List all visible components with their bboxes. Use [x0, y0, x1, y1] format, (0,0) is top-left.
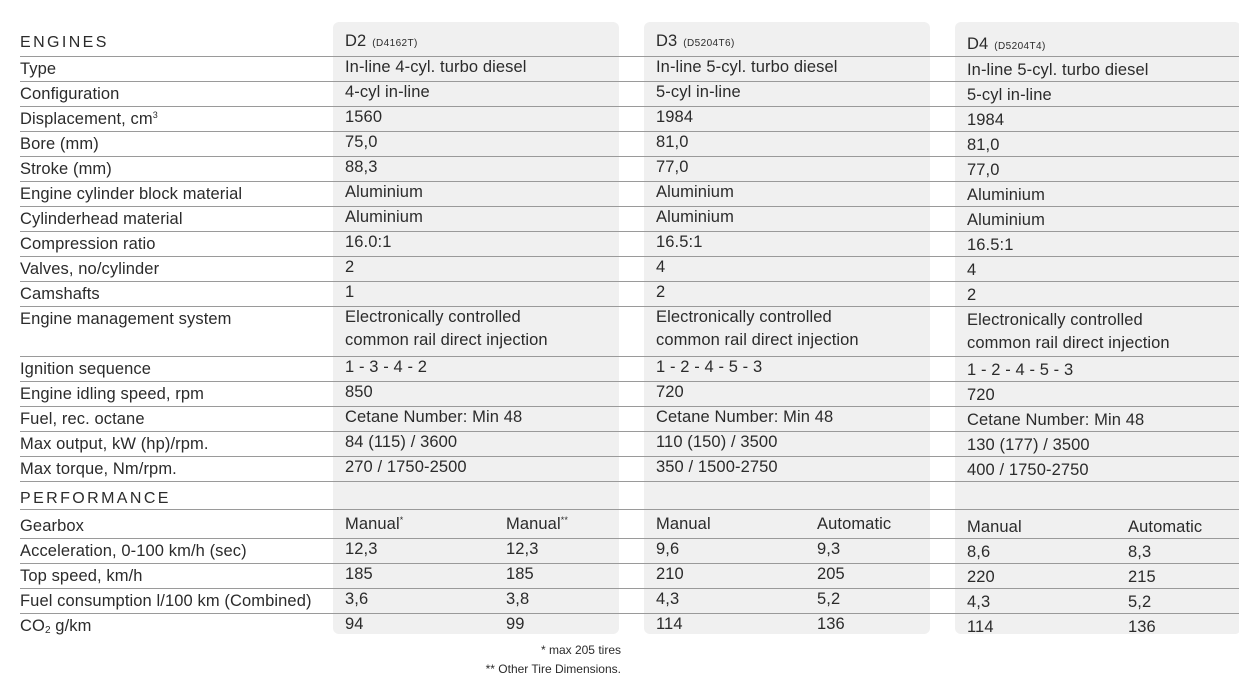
spec-value: 1 - 2 - 4 - 5 - 3	[656, 358, 763, 376]
spec-value: In-line 5-cyl. turbo diesel	[656, 58, 838, 76]
spec-value: 3,6	[345, 590, 369, 608]
row-divider	[20, 181, 1239, 182]
spec-value: 94	[345, 615, 364, 633]
spec-value: 8,6	[967, 543, 991, 561]
spec-value: 77,0	[967, 161, 1000, 179]
spec-value: Aluminium	[656, 183, 734, 201]
spec-value: 12,3	[345, 540, 378, 558]
spec-value: 5,2	[1128, 593, 1152, 611]
spec-value: 1560	[345, 108, 383, 126]
section-title-performance: PERFORMANCE	[20, 490, 171, 507]
spec-value: 16.5:1	[656, 233, 703, 251]
footnote: ** Other Tire Dimensions.	[485, 662, 621, 676]
spec-value: 81,0	[656, 133, 689, 151]
footnote: * max 205 tires	[540, 643, 621, 657]
engine-header-d2	[345, 31, 418, 54]
spec-value: Electronically controlled	[345, 308, 521, 326]
spec-label: Stroke (mm)	[20, 160, 112, 178]
spec-value: 4,3	[967, 593, 991, 611]
spec-label: Configuration	[20, 85, 120, 103]
engine-header-d3	[656, 31, 735, 54]
spec-value: 8,3	[1128, 543, 1152, 561]
spec-value: Aluminium	[967, 211, 1045, 229]
superscript: 3	[152, 110, 158, 120]
row-divider	[20, 509, 1239, 510]
spec-value: 4	[656, 258, 666, 276]
spec-label: Acceleration, 0-100 km/h (sec)	[20, 542, 247, 560]
spec-label: Cylinderhead material	[20, 210, 183, 228]
row-divider	[20, 306, 1239, 307]
row-divider	[20, 563, 1239, 564]
row-divider	[20, 81, 1239, 82]
spec-value: 2	[967, 286, 977, 304]
row-divider	[20, 231, 1239, 232]
spec-value: 270 / 1750-2500	[345, 458, 467, 476]
spec-value: Manual	[967, 518, 1022, 536]
spec-value: Manual*	[345, 515, 404, 533]
spec-value: 4,3	[656, 590, 680, 608]
footnote-marker: **	[560, 515, 568, 525]
spec-value: 400 / 1750-2750	[967, 461, 1089, 479]
spec-value: 185	[345, 565, 373, 583]
engine-code: (D5204T6)	[683, 38, 735, 49]
spec-label: Displacement, $cm^3$	[20, 110, 158, 128]
spec-value: 205	[817, 565, 845, 583]
spec-label: Compression ratio	[20, 235, 156, 253]
spec-value: 5-cyl in-line	[967, 86, 1052, 104]
row-divider	[20, 381, 1239, 382]
spec-value: 720	[656, 383, 684, 401]
spec-value: Manual	[656, 515, 711, 533]
section-title-engines: ENGINES	[20, 34, 109, 51]
spec-label: Camshafts	[20, 285, 100, 303]
spec-value: 220	[967, 568, 995, 586]
spec-value: 4-cyl in-line	[345, 83, 430, 101]
row-divider	[20, 131, 1239, 132]
spec-label: Engine cylinder block material	[20, 185, 243, 203]
spec-label: Engine idling speed, rpm	[20, 385, 205, 403]
spec-value: 110 (150) / 3500	[656, 433, 778, 451]
spec-value: 2	[656, 283, 666, 301]
spec-value: In-line 4-cyl. turbo diesel	[345, 58, 527, 76]
spec-value: 81,0	[967, 136, 1000, 154]
spec-label: Fuel consumption l/100 km (Combined)	[20, 592, 312, 610]
spec-value: common rail direct injection	[967, 334, 1170, 352]
spec-value: common rail direct injection	[345, 331, 548, 349]
spec-value: 88,3	[345, 158, 378, 176]
spec-value: 16.5:1	[967, 236, 1014, 254]
label-rest: g/km	[50, 617, 92, 635]
spec-label: Max torque, Nm/rpm.	[20, 460, 177, 478]
engine-header-d4	[967, 34, 1046, 57]
spec-value: Automatic	[817, 515, 892, 533]
spec-value: 1	[345, 283, 355, 301]
spec-value: 4	[967, 261, 977, 279]
spec-value: Electronically controlled	[656, 308, 832, 326]
spec-value: Manual**	[506, 515, 568, 533]
spec-value: Cetane Number: Min 48	[656, 408, 834, 426]
row-divider	[20, 456, 1239, 457]
spec-value: 2	[345, 258, 355, 276]
spec-value: 1 - 2 - 4 - 5 - 3	[967, 361, 1074, 379]
row-divider	[20, 56, 1239, 57]
spec-label: Top speed, km/h	[20, 567, 143, 585]
spec-value: 210	[656, 565, 684, 583]
row-divider	[20, 281, 1239, 282]
row-divider	[20, 156, 1239, 157]
spec-label: Ignition sequence	[20, 360, 152, 378]
engine-name: D4	[967, 35, 989, 53]
spec-value: 9,3	[817, 540, 841, 558]
spec-label: $CO_2$ g/km	[20, 617, 92, 636]
row-divider	[20, 538, 1239, 539]
spec-value: 77,0	[656, 158, 689, 176]
row-divider	[20, 206, 1239, 207]
row-divider	[20, 356, 1239, 357]
spec-value: 114	[656, 615, 683, 633]
spec-value: In-line 5-cyl. turbo diesel	[967, 61, 1149, 79]
spec-value: 136	[1128, 618, 1156, 636]
spec-value: 99	[506, 615, 525, 633]
spec-value: 1984	[656, 108, 694, 126]
row-divider	[20, 613, 1239, 614]
row-divider	[20, 588, 1239, 589]
row-divider	[20, 406, 1239, 407]
spec-value: 850	[345, 383, 373, 401]
spec-value: Aluminium	[656, 208, 734, 226]
spec-value: 350 / 1500-2750	[656, 458, 778, 476]
engine-name: D2	[345, 32, 367, 50]
spec-value: 3,8	[506, 590, 530, 608]
spec-value: 5,2	[817, 590, 841, 608]
spec-value: Aluminium	[345, 208, 423, 226]
spec-value: 1 - 3 - 4 - 2	[345, 358, 427, 376]
row-divider	[20, 431, 1239, 432]
engine-code: (D4162T)	[372, 38, 418, 49]
spec-value: Cetane Number: Min 48	[967, 411, 1145, 429]
spec-value: 75,0	[345, 133, 378, 151]
spec-label: Max output, kW (hp)/rpm.	[20, 435, 209, 453]
spec-value: 136	[817, 615, 845, 633]
spec-label: Valves, no/cylinder	[20, 260, 160, 278]
spec-value: 5-cyl in-line	[656, 83, 741, 101]
engine-code: (D5204T4)	[994, 41, 1046, 52]
row-divider	[20, 106, 1239, 107]
spec-label: Fuel, rec. octane	[20, 410, 145, 428]
spec-label: Type	[20, 60, 57, 78]
spec-value: Electronically controlled	[967, 311, 1143, 329]
engine-name: D3	[656, 32, 678, 50]
spec-value: 1984	[967, 111, 1005, 129]
spec-value: Aluminium	[345, 183, 423, 201]
spec-value: 16.0:1	[345, 233, 392, 251]
footnote-marker: *	[399, 515, 404, 525]
spec-value: 114	[967, 618, 994, 636]
spec-label: Gearbox	[20, 517, 84, 535]
spec-value: 215	[1128, 568, 1156, 586]
subscript: 2	[44, 625, 51, 636]
spec-value: 9,6	[656, 540, 680, 558]
spec-value: Cetane Number: Min 48	[345, 408, 523, 426]
spec-value: 84 (115) / 3600	[345, 433, 458, 451]
spec-label: Bore (mm)	[20, 135, 99, 153]
spec-value: 12,3	[506, 540, 539, 558]
spec-value: Automatic	[1128, 518, 1203, 536]
spec-label: Engine management system	[20, 310, 232, 328]
spec-value: 130 (177) / 3500	[967, 436, 1090, 454]
row-divider	[20, 481, 1239, 482]
row-divider	[20, 256, 1239, 257]
spec-value: common rail direct injection	[656, 331, 859, 349]
spec-value: Aluminium	[967, 186, 1045, 204]
spec-value: 720	[967, 386, 995, 404]
spec-value: 185	[506, 565, 534, 583]
